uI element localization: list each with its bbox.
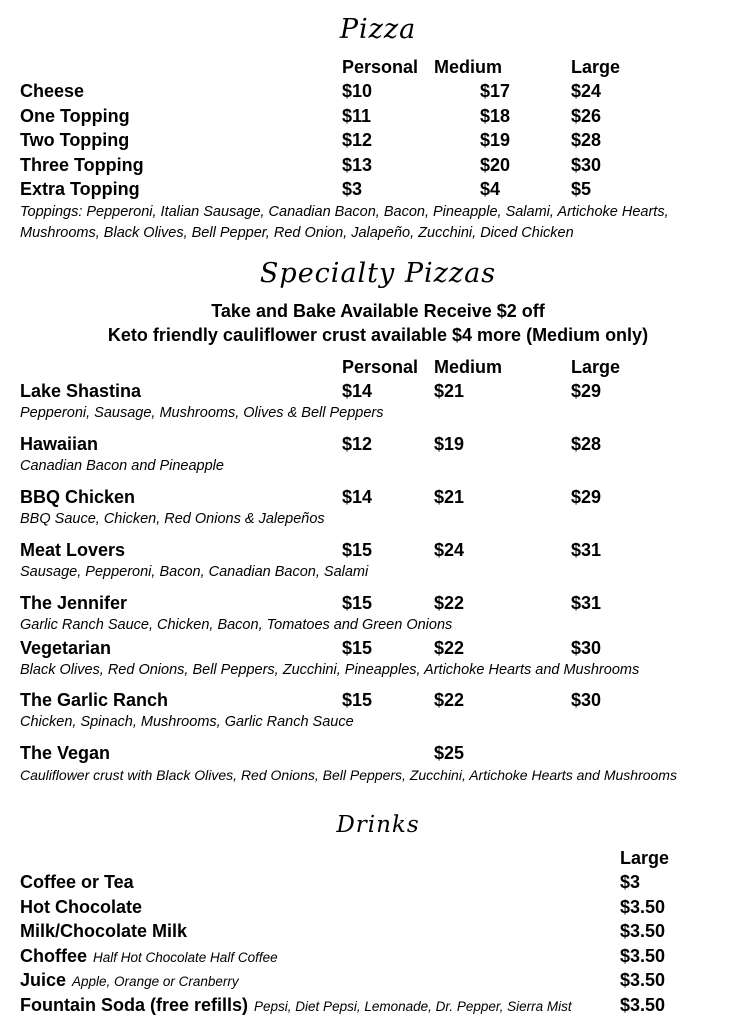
specialty-personal: $14 xyxy=(342,381,373,401)
specialty-name: The Vegan xyxy=(20,743,111,763)
pizza-row-personal: $3 xyxy=(342,179,363,199)
drink-note: Pepsi, Diet Pepsi, Lemonade, Dr. Pepper, Sierra Mist xyxy=(254,999,572,1014)
drink-price: $3.50 xyxy=(620,897,666,917)
drink-note: Half Hot Chocolate Half Coffee xyxy=(93,950,278,965)
specialty-medium: $22 xyxy=(434,690,465,710)
pizza-header-medium: Medium xyxy=(434,57,503,77)
specialty-personal: $15 xyxy=(342,540,373,560)
specialty-desc: Sausage, Pepperoni, Bacon, Canadian Bacon, Salami xyxy=(20,564,369,580)
drink-price: $3.50 xyxy=(620,995,666,1015)
pizza-row-personal: $13 xyxy=(342,155,373,175)
pizza-row-medium: $20 xyxy=(480,155,511,175)
pizza-header-personal: Personal xyxy=(342,57,419,77)
pizza-row-personal: $11 xyxy=(342,106,372,126)
specialty-desc: Chicken, Spinach, Mushrooms, Garlic Ranch Sauce xyxy=(20,714,354,730)
specialty-header-large: Large xyxy=(571,357,621,377)
specialty-name: The Garlic Ranch xyxy=(20,690,169,710)
pizza-row-personal: $12 xyxy=(342,130,373,150)
take-and-bake-note: Take and Bake Available Receive $2 off xyxy=(211,301,545,321)
drink-price: $3 xyxy=(620,872,641,892)
specialty-medium: $24 xyxy=(434,540,465,560)
pizza-row-large: $5 xyxy=(571,179,592,199)
specialty-desc: Garlic Ranch Sauce, Chicken, Bacon, Tomatoes and Green Onions xyxy=(20,617,453,633)
specialty-large: $29 xyxy=(571,381,602,401)
specialty-name: Lake Shastina xyxy=(20,381,142,401)
pizza-header-large: Large xyxy=(571,57,621,77)
drinks-title: Drinks xyxy=(336,812,420,838)
drink-name: Milk/Chocolate Milk xyxy=(20,921,188,941)
specialty-name: Meat Lovers xyxy=(20,540,126,560)
pizza-row-personal: $10 xyxy=(342,81,373,101)
specialty-medium: $25 xyxy=(434,743,465,763)
pizza-row-name: One Topping xyxy=(20,106,130,126)
drink-price: $3.50 xyxy=(620,921,666,941)
specialty-large: $31 xyxy=(571,593,602,613)
specialty-name: Vegetarian xyxy=(20,638,112,658)
pizza-row-name: Cheese xyxy=(20,81,85,101)
specialty-personal: $14 xyxy=(342,487,373,507)
drink-price: $3.50 xyxy=(620,970,666,990)
pizza-row-medium: $4 xyxy=(480,179,501,199)
specialty-name: The Jennifer xyxy=(20,593,128,613)
drink-name: Coffee or Tea xyxy=(20,872,134,892)
drink-name: Juice Apple, Orange or Cranberry xyxy=(20,970,239,990)
specialty-medium: $19 xyxy=(434,434,465,454)
pizza-row-name: Three Topping xyxy=(20,155,144,175)
drink-price: $3.50 xyxy=(620,946,666,966)
pizza-row-large: $26 xyxy=(571,106,602,126)
drink-name: Fountain Soda (free refills) Pepsi, Diet Pepsi, Lemonade, Dr. Pepper, Sierra Mist xyxy=(20,995,572,1015)
specialty-personal: $15 xyxy=(342,638,373,658)
specialty-large: $30 xyxy=(571,690,602,710)
specialty-large: $31 xyxy=(571,540,602,560)
specialty-large: $29 xyxy=(571,487,602,507)
pizza-row-large: $24 xyxy=(571,81,602,101)
specialty-medium: $22 xyxy=(434,638,465,658)
specialty-desc: Black Olives, Red Onions, Bell Peppers, Zucchini, Pineapples, Artichoke Hearts and Mushrooms xyxy=(20,662,640,678)
toppings-list: Mushrooms, Black Olives, Bell Pepper, Red Onion, Jalapeño, Zucchini, Diced Chicken xyxy=(20,225,574,241)
drink-name: Hot Chocolate xyxy=(20,897,143,917)
specialty-personal: $15 xyxy=(342,593,373,613)
specialty-large: $30 xyxy=(571,638,602,658)
pizza-row-large: $28 xyxy=(571,130,602,150)
specialty-personal: $15 xyxy=(342,690,373,710)
toppings-list: Toppings: Pepperoni, Italian Sausage, Canadian Bacon, Bacon, Pineapple, Salami, Artichoke Hearts, xyxy=(20,204,669,220)
specialty-desc: BBQ Sauce, Chicken, Red Onions & Jalepeños xyxy=(20,511,325,527)
specialty-name: BBQ Chicken xyxy=(20,487,136,507)
drinks-header-large: Large xyxy=(620,848,670,868)
specialty-personal: $12 xyxy=(342,434,373,454)
specialty-medium: $21 xyxy=(434,381,465,401)
specialty-desc: Pepperoni, Sausage, Mushrooms, Olives & Bell Peppers xyxy=(20,405,384,421)
keto-note: Keto friendly cauliflower crust available $4 more (Medium only) xyxy=(107,325,649,345)
pizza-row-name: Extra Topping xyxy=(20,179,140,199)
specialty-desc: Cauliflower crust with Black Olives, Red Onions, Bell Peppers, Zucchini, Artichoke Hearts and Mushrooms xyxy=(20,767,677,783)
specialty-large: $28 xyxy=(571,434,602,454)
specialty-title: Specialty Pizzas xyxy=(259,258,497,289)
specialty-header-medium: Medium xyxy=(434,357,503,377)
specialty-medium: $21 xyxy=(434,487,465,507)
drink-name: Choffee Half Hot Chocolate Half Coffee xyxy=(20,946,278,966)
pizza-row-large: $30 xyxy=(571,155,602,175)
specialty-name: Hawaiian xyxy=(20,434,99,454)
pizza-row-medium: $19 xyxy=(480,130,511,150)
pizza-row-medium: $18 xyxy=(480,106,511,126)
drink-note: Apple, Orange or Cranberry xyxy=(72,974,239,989)
pizza-row-medium: $17 xyxy=(480,81,511,101)
specialty-medium: $22 xyxy=(434,593,465,613)
pizza-row-name: Two Topping xyxy=(20,130,130,150)
pizza-title: Pizza xyxy=(339,14,417,45)
specialty-desc: Canadian Bacon and Pineapple xyxy=(20,458,224,474)
specialty-header-personal: Personal xyxy=(342,357,419,377)
